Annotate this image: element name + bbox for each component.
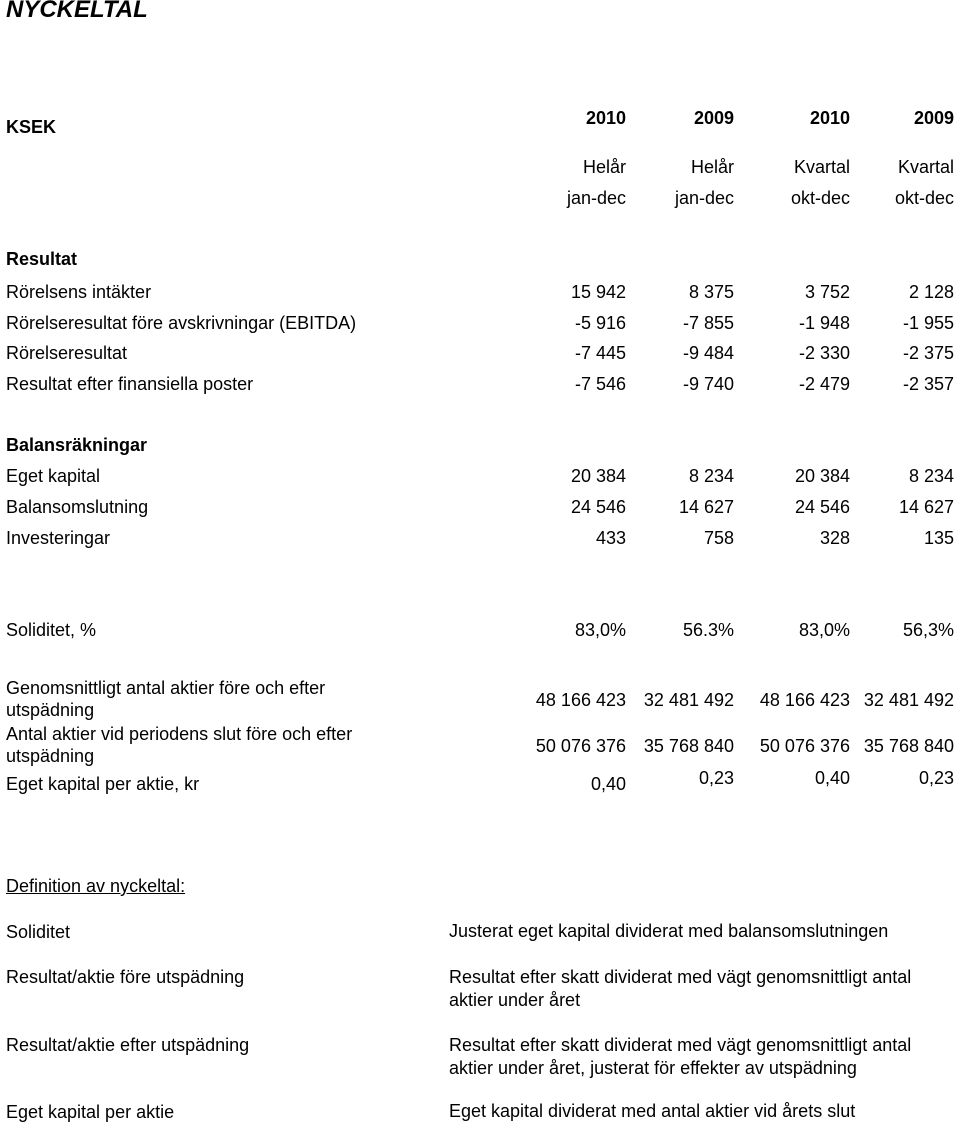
column-period-type: Helår xyxy=(582,157,626,177)
row-value: 56,3% xyxy=(902,620,954,640)
row-label: Rörelsens intäkter xyxy=(6,282,152,302)
row-label: Antal aktier vid periodens slut före och efter utspädning xyxy=(6,724,353,766)
row-value: 48 166 423 xyxy=(759,690,850,710)
column-year: 2009 xyxy=(693,108,734,128)
row-value: 8 375 xyxy=(688,282,734,302)
row-value: -1 948 xyxy=(798,313,850,333)
row-value: -7 546 xyxy=(574,374,626,394)
row-label: Rörelseresultat xyxy=(6,343,128,363)
row-value: -5 916 xyxy=(574,313,626,333)
definition-term: Soliditet xyxy=(6,922,71,942)
column-year: 2009 xyxy=(913,108,954,128)
row-label: Soliditet, % xyxy=(6,620,97,640)
row-value: 35 768 840 xyxy=(863,736,954,756)
row-value: -7 855 xyxy=(682,313,734,333)
row-label: Investeringar xyxy=(6,528,111,548)
row-value: 135 xyxy=(923,528,954,548)
row-label: Genomsnittligt antal aktier före och efter utspädning xyxy=(6,678,326,720)
row-value: 8 234 xyxy=(908,466,954,486)
row-value: -7 445 xyxy=(574,343,626,363)
row-value: -2 375 xyxy=(902,343,954,363)
row-value: 14 627 xyxy=(678,497,734,517)
row-value: 0,23 xyxy=(698,768,734,788)
definition-term: Eget kapital per aktie xyxy=(6,1102,175,1122)
row-value: 32 481 492 xyxy=(643,690,734,710)
column-period-type: Kvartal xyxy=(897,157,954,177)
row-value: 83,0% xyxy=(574,620,626,640)
section-heading-resultat: Resultat xyxy=(6,249,78,269)
definition-text: Resultat efter skatt dividerat med vägt genomsnittligt antal aktier under året, justerat för effekter av utspädning xyxy=(449,1035,912,1078)
row-value: -2 330 xyxy=(798,343,850,363)
column-period-type: Helår xyxy=(690,157,734,177)
definition-term: Resultat/aktie efter utspädning xyxy=(6,1035,250,1055)
row-value: 50 076 376 xyxy=(535,736,626,756)
column-period: okt-dec xyxy=(790,188,850,208)
row-value: 35 768 840 xyxy=(643,736,734,756)
row-value: -2 479 xyxy=(798,374,850,394)
row-value: -2 357 xyxy=(902,374,954,394)
row-value: 56.3% xyxy=(682,620,734,640)
row-value: 328 xyxy=(819,528,850,548)
row-value: 758 xyxy=(703,528,734,548)
definition-text: Eget kapital dividerat med antal aktier vid årets slut xyxy=(449,1101,856,1121)
row-value: 83,0% xyxy=(798,620,850,640)
column-year: 2010 xyxy=(809,108,850,128)
row-value: 24 546 xyxy=(570,497,626,517)
definition-text: Resultat efter skatt dividerat med vägt genomsnittligt antal aktier under året xyxy=(449,967,912,1010)
section-heading-balans: Balansräkningar xyxy=(6,435,148,455)
row-value: 433 xyxy=(595,528,626,548)
definition-term: Resultat/aktie före utspädning xyxy=(6,967,245,987)
row-value: 14 627 xyxy=(898,497,954,517)
row-value: 8 234 xyxy=(688,466,734,486)
page-title: NYCKELTAL xyxy=(6,0,148,23)
row-value: 48 166 423 xyxy=(535,690,626,710)
column-period-type: Kvartal xyxy=(793,157,850,177)
row-value: -9 740 xyxy=(682,374,734,394)
row-value: 24 546 xyxy=(794,497,850,517)
row-value: 20 384 xyxy=(570,466,626,486)
row-value: 0,40 xyxy=(590,774,626,794)
row-value: -9 484 xyxy=(682,343,734,363)
column-period: jan-dec xyxy=(566,188,626,208)
definition-text: Justerat eget kapital dividerat med balansomslutningen xyxy=(449,921,889,941)
row-value: 0,40 xyxy=(814,768,850,788)
row-label: Eget kapital per aktie, kr xyxy=(6,774,200,794)
row-value: 20 384 xyxy=(794,466,850,486)
unit-label: KSEK xyxy=(6,117,57,137)
row-label: Resultat efter finansiella poster xyxy=(6,374,254,394)
row-value: -1 955 xyxy=(902,313,954,333)
row-value: 3 752 xyxy=(804,282,850,302)
definitions-heading: Definition av nyckeltal: xyxy=(6,876,186,896)
column-year: 2010 xyxy=(585,108,626,128)
column-period: jan-dec xyxy=(674,188,734,208)
row-value: 2 128 xyxy=(908,282,954,302)
column-period: okt-dec xyxy=(894,188,954,208)
row-value: 15 942 xyxy=(570,282,626,302)
row-label: Rörelseresultat före avskrivningar (EBITDA) xyxy=(6,313,357,333)
row-label: Balansomslutning xyxy=(6,497,149,517)
row-value: 50 076 376 xyxy=(759,736,850,756)
row-value: 32 481 492 xyxy=(863,690,954,710)
row-value: 0,23 xyxy=(918,768,954,788)
row-label: Eget kapital xyxy=(6,466,101,486)
